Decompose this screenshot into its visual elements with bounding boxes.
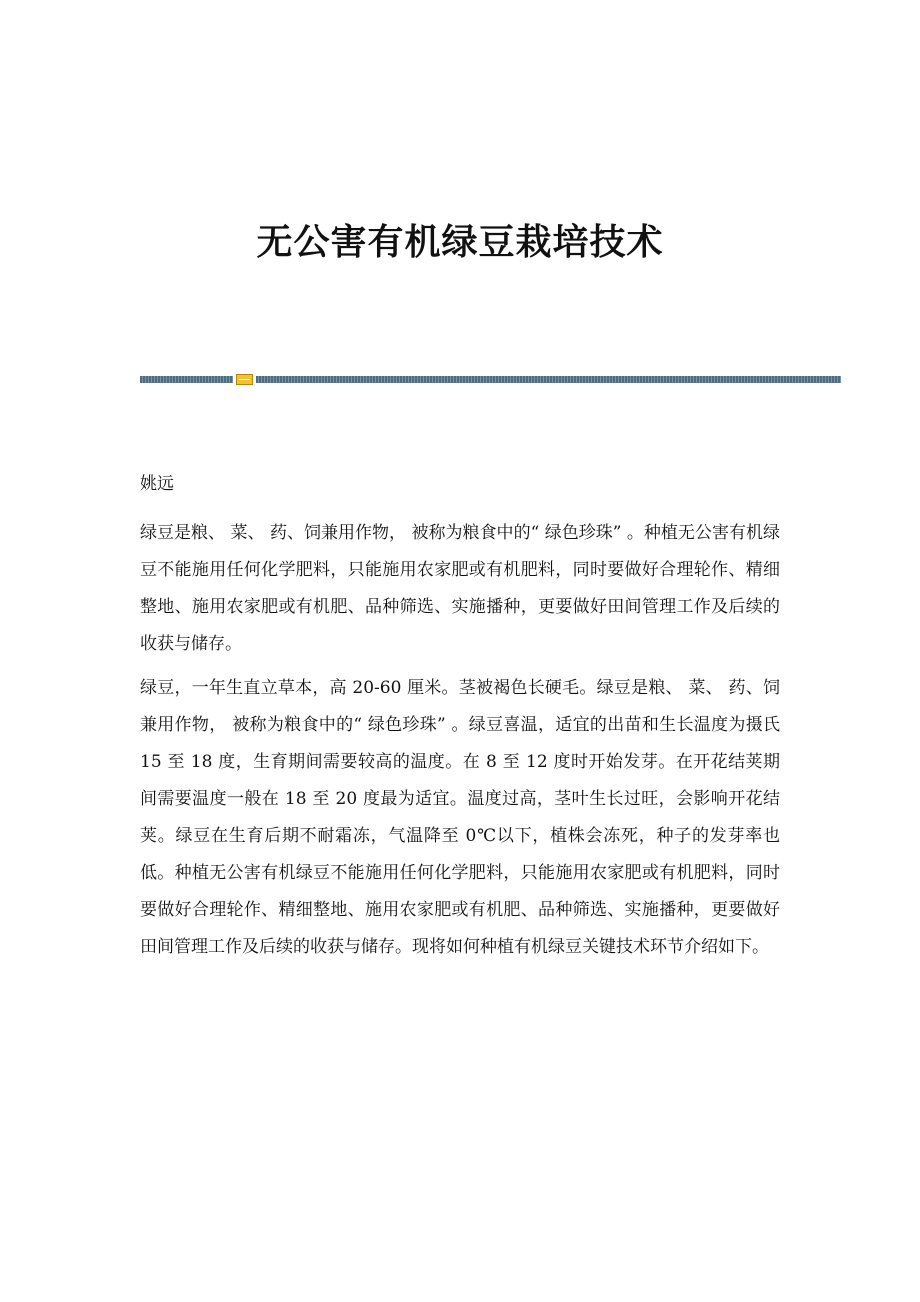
author-name: 姚远 (140, 474, 174, 494)
envelope-icon (236, 374, 253, 385)
paragraph-description: 绿豆，一年生直立草本，高 20-60 厘米。茎被褐色长硬毛。绿豆是粮、 菜、 药、饲兼用作物， 被称为粮食中的“ 绿色珍珠” 。绿豆喜温，适宜的出苗和生长温度为摄氏 15 至 18 度，生育期间需要较高的温度。在 8 至 12 度时开始发芽。在开花结荚期间需要温度一般在 18 至 20 度最为适宜。温度过高，茎叶生长过旺，会影响开花结荚。绿豆在生育后期不耐霜冻，气温降至 0℃以下，植株会冻死，种子的发芽率也低。种植无公害有机绿豆不能施用任何化学肥料，只能施用农家肥或有机肥料，同时要做好合理轮作、精细整地、施用农家肥或有机肥、品种筛选、实施播种，更要做好田间管理工作及后续的收获与储存。现将如何种植有机绿豆关键技术环节介绍如下。 (140, 678, 780, 957)
paragraph-intro: 绿豆是粮、 菜、 药、饲兼用作物， 被称为粮食中的“ 绿色珍珠” 。种植无公害有机绿豆不能施用任何化学肥料，只能施用农家肥或有机肥料，同时要做好合理轮作、精细整地、施用农家肥或有机肥、品种筛选、实施播种，更要做好田间管理工作及后续的收获与储存。 (140, 523, 780, 654)
divider-bar-right (256, 376, 841, 383)
document-body (140, 466, 780, 973)
title-divider (140, 374, 841, 384)
document-title: 无公害有机绿豆栽培技术 (256, 221, 664, 263)
divider-bar-left (140, 376, 233, 383)
